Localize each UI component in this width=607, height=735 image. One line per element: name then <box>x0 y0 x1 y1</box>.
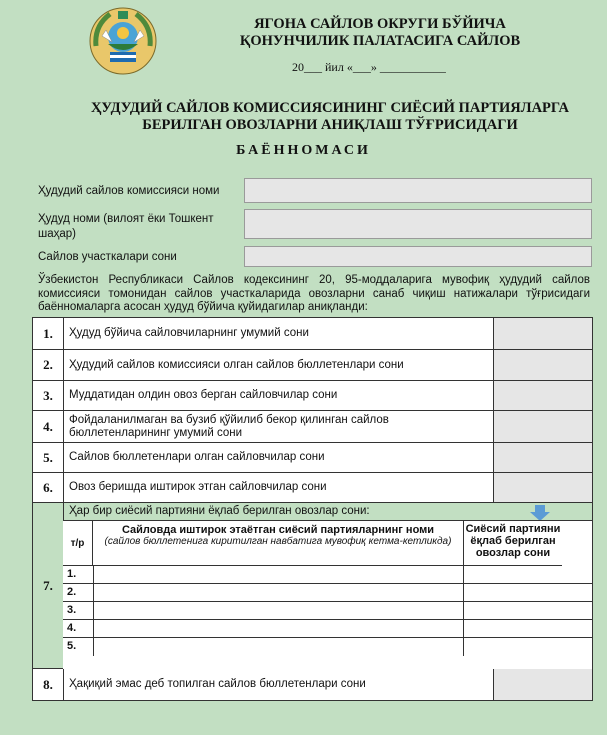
polling-stations-field[interactable] <box>244 246 592 267</box>
row-value-cell[interactable] <box>493 473 592 502</box>
row-value-cell[interactable] <box>493 381 592 410</box>
results-table <box>32 317 593 701</box>
party-row <box>63 584 592 602</box>
party-votes-cell[interactable] <box>464 602 562 619</box>
row-number: 2. <box>33 350 64 380</box>
row-number: 7. <box>33 503 64 668</box>
table-row <box>33 318 592 350</box>
region-name-field[interactable] <box>244 209 592 239</box>
row-value-cell[interactable] <box>493 411 592 442</box>
party-name-cell[interactable] <box>93 602 464 619</box>
polling-stations-label: Сайлов участкалари сони <box>38 251 177 263</box>
col-votes-header: Сиёсий партияни ёқлаб берилган овозлар сони <box>464 521 562 566</box>
row-label: Ҳақиқий эмас деб топилган сайлов бюллетенлари сони <box>69 678 366 690</box>
col-number-header: т/р <box>70 537 85 549</box>
party-votes-cell[interactable] <box>464 566 562 583</box>
row-label: Овоз беришда иштирок этган сайловчилар сони <box>69 481 327 493</box>
header-line-2: ҚОНУНЧИЛИК ПАЛАТАСИГА САЙЛОВ <box>239 33 521 49</box>
table-row <box>33 443 592 473</box>
party-row-number: 2. <box>67 586 77 598</box>
party-row <box>63 638 592 669</box>
row-number: 3. <box>33 381 64 410</box>
state-emblem-icon <box>88 6 158 76</box>
header-line-1: ЯГОНА САЙЛОВ ОКРУГИ БЎЙИЧА <box>254 16 506 32</box>
party-row <box>63 620 592 638</box>
arrow-down-icon <box>529 505 551 521</box>
row-label: Ҳудудий сайлов комиссияси олган сайлов бюллетенлари сони <box>69 358 404 371</box>
table-row <box>33 411 592 443</box>
party-row <box>63 602 592 620</box>
party-row-number: 5. <box>67 640 77 652</box>
col-party-name-header: Сайловда иштирок этаётган сиёсий партияларнинг номи <box>121 524 435 536</box>
row-number: 6. <box>33 473 64 502</box>
row-value-cell[interactable] <box>493 318 592 349</box>
row-value-cell[interactable] <box>493 669 592 700</box>
party-votes-cell[interactable] <box>464 620 562 637</box>
row-label: Фойдаланилмаган ва бузиб қўйилиб бекор қилинган сайлов бюллетенларининг умумий сони <box>69 413 389 439</box>
row-7-label: Ҳар бир сиёсий партияни ёқлаб берилган овозлар сони: <box>69 505 370 517</box>
table-row <box>33 669 592 700</box>
table-row <box>33 381 592 411</box>
party-row <box>63 566 592 584</box>
commission-name-label: Ҳудудий сайлов комиссияси номи <box>38 185 220 197</box>
party-votes-subtable <box>63 520 592 669</box>
table-row <box>33 350 592 381</box>
row-number: 4. <box>33 411 64 442</box>
party-name-cell[interactable] <box>93 584 464 601</box>
party-row-number: 3. <box>67 604 77 616</box>
party-row-number: 4. <box>67 622 77 634</box>
col-party-name-note: (сайлов бюллетенига киритилган навбатига мувофиқ кетма-кетликда) <box>104 536 452 547</box>
row-label: Муддатидан олдин овоз берган сайловчилар сони <box>69 389 338 401</box>
commission-name-field[interactable] <box>244 178 592 203</box>
intro-paragraph: Ўзбекистон Республикаси Сайлов кодексининг 20, 95-моддаларига мувофиқ ҳудудий сайлов комиссияси томонидан сайлов участкаларида овозларни санаб чиқиш натижалари тўғрисидаги баённомаларга асосан ҳудуд бўйича қуйидагилар аниқланди: <box>38 274 590 313</box>
party-row-number: 1. <box>67 568 77 580</box>
region-name-label: Ҳудуд номи (вилоят ёки Тошкент шаҳар) <box>38 213 214 240</box>
date-line[interactable]: 20___ йил «___» ___________ <box>292 60 446 74</box>
document-title-line-1: ҲУДУДИЙ САЙЛОВ КОМИССИЯСИНИНГ СИЁСИЙ ПАРТИЯЛАРГА <box>90 100 570 116</box>
row-value-cell[interactable] <box>493 350 592 380</box>
row-number: 1. <box>33 318 64 349</box>
row-number: 8. <box>33 669 64 700</box>
party-votes-cell[interactable] <box>464 584 562 601</box>
party-name-cell[interactable] <box>93 638 464 656</box>
document-type: БАЁННОМАСИ <box>236 143 371 158</box>
party-name-cell[interactable] <box>93 566 464 583</box>
row-value-cell[interactable] <box>493 443 592 472</box>
row-label: Сайлов бюллетенлари олган сайловчилар сони <box>69 451 325 463</box>
party-votes-cell[interactable] <box>464 638 562 656</box>
party-name-cell[interactable] <box>93 620 464 637</box>
table-row-7 <box>33 503 592 669</box>
table-row <box>33 473 592 503</box>
row-label: Ҳудуд бўйича сайловчиларнинг умумий сони <box>69 327 309 339</box>
document-title-line-2: БЕРИЛГАН ОВОЗЛАРНИ АНИҚЛАШ ТЎҒРИСИДАГИ <box>142 117 518 133</box>
row-number: 5. <box>33 443 64 472</box>
